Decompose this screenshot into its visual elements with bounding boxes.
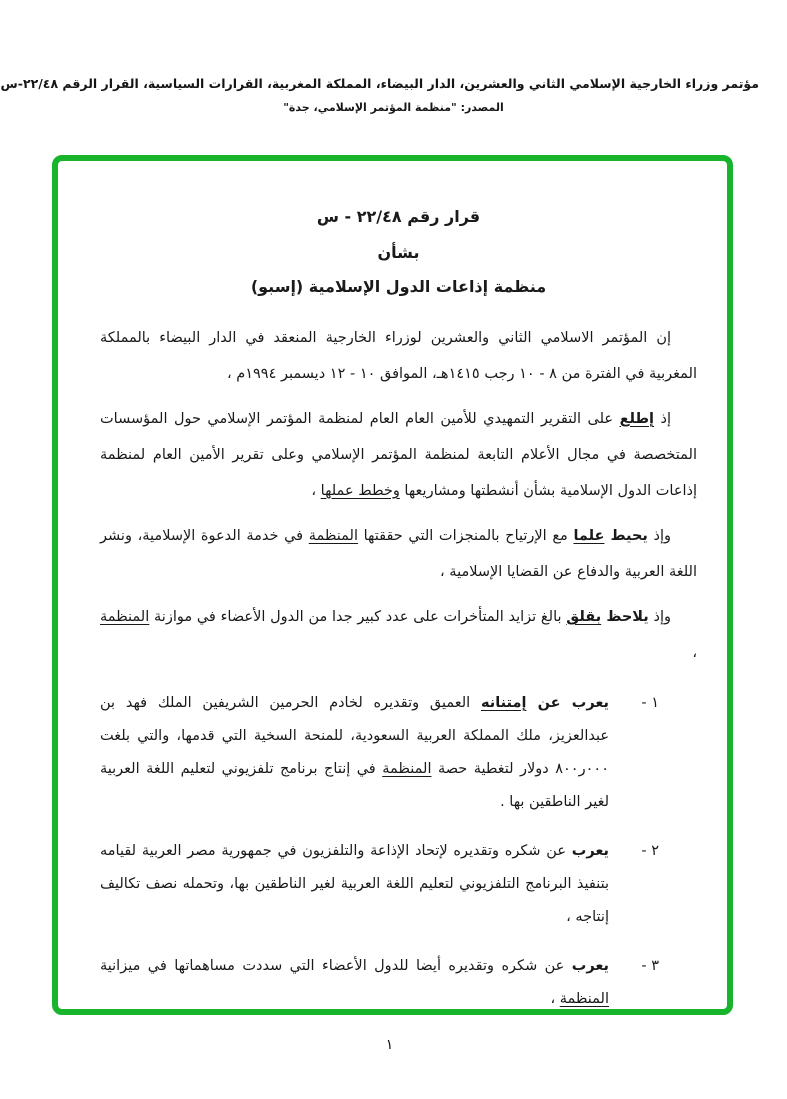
operative-items-section (100, 687, 697, 1016)
resolution-number-title: قرار رقم ٢٢/٤٨ - س (316, 207, 481, 226)
item-number: ٣ - (641, 958, 659, 974)
text-segment: علما (573, 528, 605, 544)
resolution-subject-title: منظمة إذاعات الدول الإسلامية (إسبو) (250, 277, 547, 296)
item-text (100, 843, 609, 925)
source-header (0, 76, 759, 114)
text-segment: يعرب عن (526, 695, 609, 711)
text-segment: وخطط عملها (320, 483, 400, 499)
page-number: ١ (385, 1037, 394, 1053)
text-segment: عن شكره وتقديره أيضا للدول الأعضاء التي سددت مساهماتها في ميزانية (100, 958, 572, 974)
resolution-body (58, 161, 727, 1016)
text-segment: إطلع (619, 411, 655, 427)
item-number: ١ - (641, 695, 659, 711)
text-segment: عن شكره وتقديره لإتحاد الإذاعة والتلفزيون في جمهورية مصر العربية لقيامه بتنفيذ البرنامج التلفزيوني لتعليم اللغة العربية لغير الناطقين بها، وتحمله نصف تكاليف إنتاجه ، (100, 843, 609, 925)
text-segment: على التقرير التمهيدي للأمين العام العام لمنظمة المؤتمر الإسلامي حول المؤسسات المتخصصة في مجال الأعلام التابعة لمنظمة المؤتمر الإسلامي وعلى تقرير الأمين العام لمنظمة إذاعات الدول الإسلامية بشأن أنشطتها ومشاريعها (100, 411, 697, 499)
text-segment: المنظمة (559, 991, 609, 1007)
resolution-item (100, 835, 663, 934)
text-segment: وإذ (648, 609, 671, 625)
text-segment: في خدمة الدعوة الإسلامية، ونشر اللغة العربية والدفاع عن القضايا الإسلامية ، (100, 528, 697, 580)
resolution-regarding-label: بشأن (377, 243, 420, 262)
text-segment: ، (692, 645, 697, 661)
text-segment: بقلق (566, 609, 602, 625)
text-segment: يلاحظ (601, 609, 649, 625)
preamble-paragraph (100, 518, 697, 590)
preamble-section (100, 320, 697, 671)
text-segment: إن المؤتمر الاسلامي الثاني والعشرين لوزراء الخارجية المنعقد في الدار البيضاء بالمملكة المغربية في الفترة من ٨ - ١٠ رجب ١٤١٥هـ، الموافق ١٠ - ١٢ ديسمبر ١٩٩٤م ، (100, 330, 697, 382)
text-segment: يحيط (604, 528, 648, 544)
text-segment: ، (550, 991, 560, 1007)
text-segment: ، (311, 483, 321, 499)
source-citation-line: مؤتمر وزراء الخارجية الإسلامي الثاني والعشرين، الدار البيضاء، المملكة المغربية، القرارات السياسية، القرار الرقم ٢٢/٤٨-س (0, 76, 759, 91)
text-segment: المنظمة (100, 609, 150, 625)
text-segment: يعرب (571, 958, 609, 974)
text-segment: وإذ (647, 528, 671, 544)
preamble-paragraph (100, 320, 697, 392)
item-text (100, 958, 609, 1007)
resolution-item (100, 687, 663, 819)
text-segment: مع الإرتياح بالمنجزات التي حققتها (358, 528, 574, 544)
preamble-paragraph (100, 599, 697, 671)
text-segment: العميق وتقديره لخادم الحرمين الشريفين الملك فهد بن عبدالعزيز، ملك المملكة العربية السعودية، للمنحة السخية التي قدمها، والتي بلغت ٠٠٠ر٨٠٠ دولار لتغطية حصة (100, 695, 609, 777)
text-segment: المنظمة (382, 761, 432, 777)
item-number: ٢ - (641, 843, 659, 859)
preamble-paragraph (100, 401, 697, 509)
highlight-frame (52, 155, 733, 1015)
text-segment: إمتنانه (480, 695, 527, 711)
source-attribution-line: المصدر: "منظمة المؤتمر الإسلامي، جدة" (283, 101, 504, 114)
text-segment: بالغ تزايد المتأخرات على عدد كبير جدا من الدول الأعضاء في موازنة (149, 609, 567, 625)
resolution-item (100, 950, 663, 1016)
text-segment: إذ (654, 411, 671, 427)
text-segment: المنظمة (308, 528, 359, 544)
item-text (100, 695, 609, 810)
text-segment: في إنتاج برنامج تلفزيوني لتعليم اللغة العربية لغير الناطقين بها . (100, 761, 609, 810)
text-segment: يعرب (571, 843, 609, 859)
